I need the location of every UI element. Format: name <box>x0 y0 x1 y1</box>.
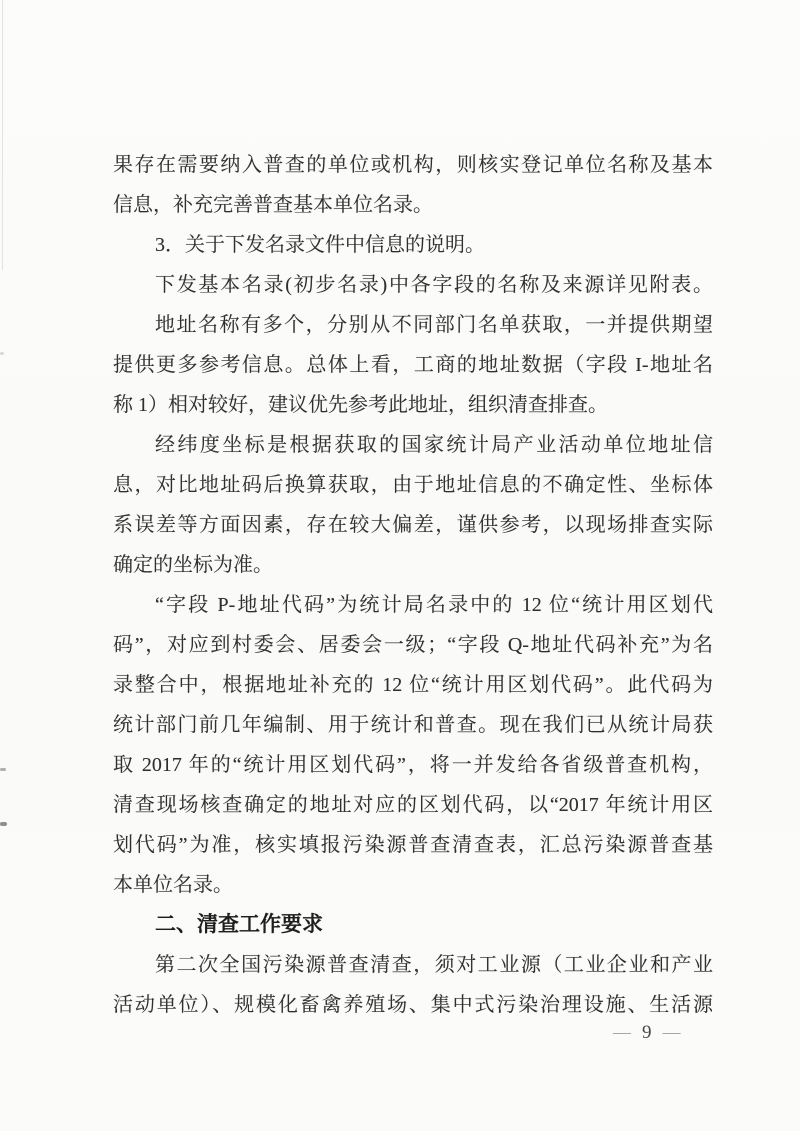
text-line: “字段 P-地址代码”为统计局名录中的 12 位“统计用区划代 <box>155 594 713 616</box>
section-heading: 二、清查工作要求 <box>155 913 323 936</box>
page-number-value: 9 <box>642 1022 652 1043</box>
text-line: 称 1）相对较好，建议优先参考此地址，组织清查排查。 <box>113 394 608 416</box>
text-line: 统计部门前几年编制、用于统计和普查。现在我们已从统计局获 <box>113 714 713 736</box>
text-line: 录整合中，根据地址补充的 12 位“统计用区划代码”。此代码为 <box>113 674 713 696</box>
text-line: 果存在需要纳入普查的单位或机构，则核实登记单位名称及基本 <box>113 154 713 176</box>
scan-edge-artifact <box>2 0 3 270</box>
text-line: 本单位名录。 <box>113 874 233 896</box>
text-line: 系误差等方面因素，存在较大偏差，谨供参考，以现场排查实际 <box>113 514 713 536</box>
text-line: 确定的坐标为准。 <box>113 554 273 576</box>
page-number-dash-left: — <box>613 1022 631 1042</box>
document-body <box>113 145 713 1025</box>
text-line: 取 2017 年的“统计用区划代码”，将一并发给各省级普查机构， <box>113 754 713 776</box>
scan-smudge <box>0 352 4 355</box>
text-line: 经纬度坐标是根据获取的国家统计局产业活动单位地址信 <box>155 434 713 456</box>
text-line: 信息，补充完善普查基本单位名录。 <box>113 194 433 216</box>
text-line: 提供更多参考信息。总体上看，工商的地址数据（字段 I-地址名 <box>113 354 713 376</box>
page-number <box>613 1020 723 1044</box>
text-line: 划代码”为准，核实填报污染源普查清查表，汇总污染源普查基 <box>113 834 713 856</box>
text-line: 清查现场核查确定的地址对应的区划代码，以“2017 年统计用区 <box>113 794 713 816</box>
text-line: 地址名称有多个，分别从不同部门名单获取，一并提供期望 <box>155 314 713 336</box>
text-line: 码”，对应到村委会、居委会一级；“字段 Q-地址代码补充”为名 <box>113 634 713 656</box>
text-line: 下发基本名录(初步名录)中各字段的名称及来源详见附表。 <box>155 274 713 296</box>
scan-smudge <box>0 768 6 771</box>
text-line: 息，对比地址码后换算获取，由于地址信息的不确定性、坐标体 <box>113 474 713 496</box>
page-number-dash-right: — <box>662 1022 681 1042</box>
scan-smudge <box>0 822 7 826</box>
text-line: 第二次全国污染源普查清查，须对工业源（工业企业和产业 <box>155 954 713 976</box>
text-line: 3．关于下发名录文件中信息的说明。 <box>155 234 485 256</box>
text-line: 活动单位）、规模化畜禽养殖场、集中式污染治理设施、生活源 <box>113 994 713 1016</box>
